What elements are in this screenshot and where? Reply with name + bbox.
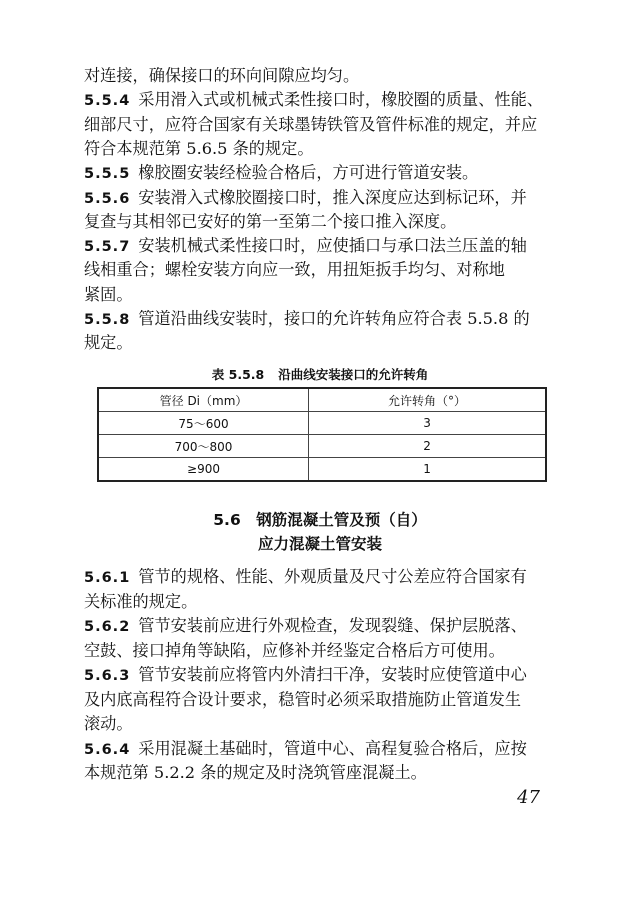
table-cell-diameter: ≥900 <box>98 458 309 482</box>
clause-text: 紧固。 <box>84 284 133 304</box>
table-header-row <box>98 388 546 412</box>
clause-text: 安装滑入式橡胶圈接口时，推入深度应达到标记环，并 <box>138 187 527 207</box>
clause-text: 安装机械式柔性接口时，应使插口与承口法兰压盖的轴 <box>138 236 527 256</box>
clause-text: 关标准的规定。 <box>84 591 198 611</box>
table-row <box>98 435 546 458</box>
clause-text: 管道沿曲线安装时，接口的允许转角应符合表 5.5.8 的 <box>138 309 530 328</box>
clause-text: 空鼓、接口掉角等缺陷，应修补并经鉴定合格后方可使用。 <box>84 640 505 660</box>
clause-text: 复查与其相邻已安好的第一至第二个接口推入深度。 <box>84 211 457 231</box>
clause-number: 5.5.8 <box>84 312 131 328</box>
clause-text: 管节安装前应将管内外清扫干净，安装时应使管道中心 <box>138 665 527 684</box>
clause-text: 管节的规格、性能、外观质量及尺寸公差应符合国家有 <box>138 567 527 586</box>
table-cell-angle: 2 <box>309 435 546 458</box>
clause-text: 符合本规范第 5.6.5 条的规定。 <box>84 138 314 158</box>
section-heading-line-2: 应力混凝土管安装 <box>257 535 382 553</box>
section-heading-line-1: 5.6 钢筋混凝土管及预（自） <box>213 511 427 529</box>
clause-text: 本规范第 5.2.2 条的规定及时浇筑管座混凝土。 <box>84 763 427 782</box>
table-cell-angle: 3 <box>309 412 546 435</box>
clause-text: 细部尺寸，应符合国家有关球墨铸铁管及管件标准的规定，并应 <box>84 114 538 134</box>
clause-number: 5.5.7 <box>84 239 131 256</box>
text-line <box>84 759 556 787</box>
page-number: 47 <box>517 787 540 808</box>
clause-number: 5.6.1 <box>84 570 131 586</box>
table-cell-diameter: 75～600 <box>98 412 309 435</box>
clause-text: 橡胶圈安装经检验合格后，方可进行管道安装。 <box>138 163 479 183</box>
clause-number: 5.6.3 <box>84 668 131 684</box>
table-caption <box>0 365 640 383</box>
clause-number: 5.6.2 <box>84 619 131 635</box>
clause-text: 规定。 <box>84 333 133 353</box>
table-number: 表 5.5.8 <box>211 367 265 382</box>
clause-number: 5.5.6 <box>84 190 131 207</box>
text-line <box>84 329 556 357</box>
clause-text: 管节安装前应进行外观检查，发现裂缝、保护层脱落、 <box>138 616 527 635</box>
table-row <box>98 458 546 482</box>
clause-text: 采用滑入式或机械式柔性接口时，橡胶圈的质量、性能、 <box>138 90 543 110</box>
clause-number: 5.6.4 <box>84 741 131 758</box>
clause-text: 滚动。 <box>84 714 133 733</box>
table-cell-diameter: 700～800 <box>98 435 309 458</box>
clause-text: 线相重合；螺栓安装方向应一致，用扭矩扳手均匀、对称地 <box>84 260 505 280</box>
table-cell-angle: 1 <box>309 458 546 482</box>
clause-number: 5.5.4 <box>84 93 131 110</box>
allowable-angle-table <box>97 387 547 482</box>
table-header-angle: 允许转角（°） <box>309 388 546 412</box>
table-header-diameter: 管径 Di（mm） <box>98 388 309 412</box>
table-title: 沿曲线安装接口的允许转角 <box>278 367 429 382</box>
table-row <box>98 412 546 435</box>
clause-text: 对连接，确保接口的环向间隙应均匀。 <box>84 66 360 85</box>
clause-text: 及内底高程符合设计要求，稳管时必须采取措施防止管道发生 <box>84 689 522 709</box>
clause-text: 采用混凝土基础时，管道中心、高程复验合格后，应按 <box>138 738 527 758</box>
clause-number: 5.5.5 <box>84 166 131 183</box>
